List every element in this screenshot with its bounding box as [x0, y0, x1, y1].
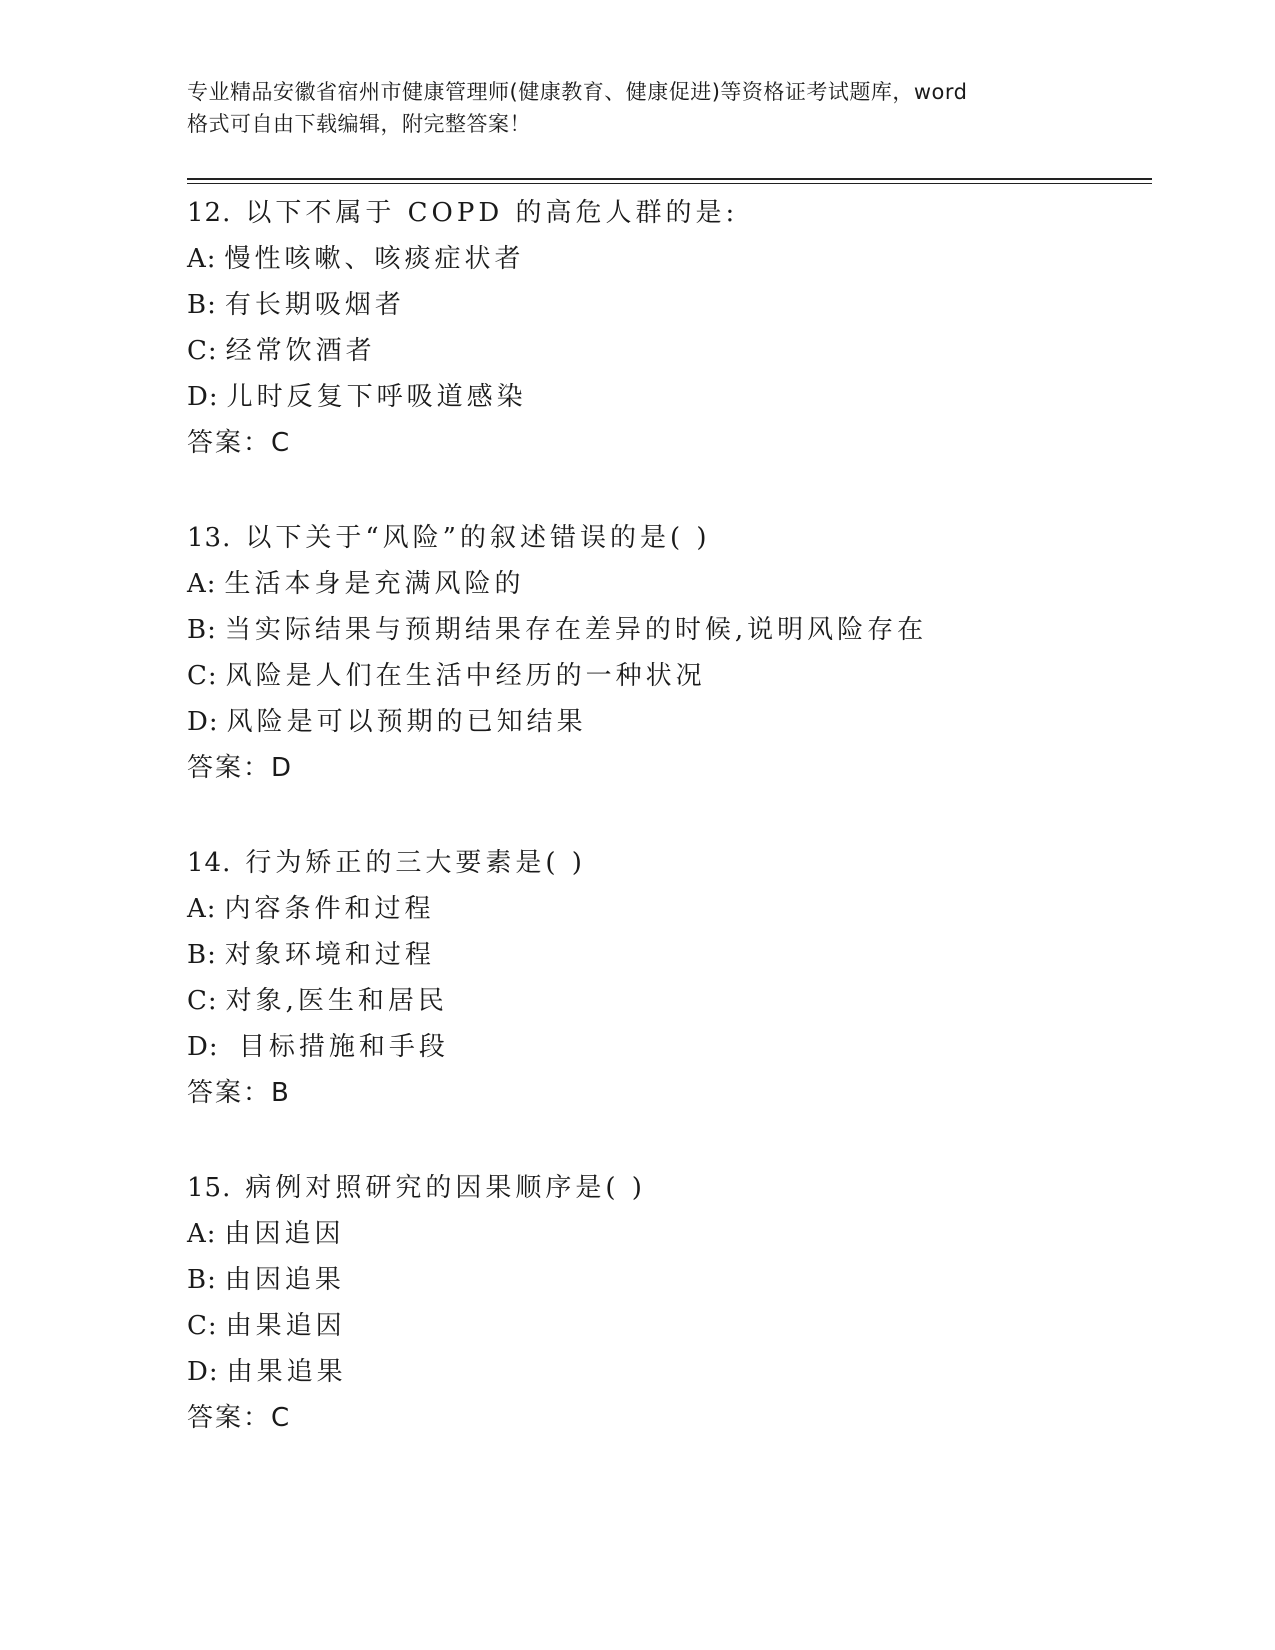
- question-stem: [187, 190, 1147, 236]
- option-d: [187, 1349, 1147, 1395]
- option-letter: C:: [187, 661, 218, 691]
- option-letter: C:: [187, 986, 218, 1016]
- option-a: [187, 886, 1147, 932]
- header-line-1: 专业精品安徽省宿州市健康管理师(健康教育、健康促进)等资格证考试题库，word: [187, 80, 968, 104]
- header-divider-thin: [187, 183, 1152, 184]
- option-text: 儿时反复下呼吸道感染: [226, 382, 527, 412]
- option-text: 对象,医生和居民: [225, 986, 448, 1016]
- option-text: 风险是可以预期的已知结果: [226, 707, 587, 737]
- question-stem: [187, 840, 1147, 886]
- option-letter: D:: [187, 1357, 219, 1387]
- answer-line: [187, 745, 1147, 791]
- option-text: 由果追果: [226, 1357, 347, 1387]
- question-12: [187, 190, 1147, 466]
- answer-label: 答案：: [187, 753, 272, 783]
- option-letter: A:: [187, 244, 217, 274]
- question-13: [187, 515, 1147, 791]
- header-divider-thick: [187, 178, 1152, 180]
- question-14: [187, 840, 1147, 1116]
- question-number: 12.: [187, 198, 232, 228]
- option-c: [187, 1303, 1147, 1349]
- option-text: 目标措施和手段: [226, 1032, 449, 1062]
- option-d: [187, 374, 1147, 420]
- option-text: 风险是人们在生活中经历的一种状况: [225, 661, 706, 691]
- answer-line: [187, 1395, 1147, 1441]
- question-number: 15.: [187, 1173, 232, 1203]
- option-letter: B:: [187, 940, 217, 970]
- answer-value: B: [271, 1078, 289, 1108]
- question-number: 14.: [187, 848, 232, 878]
- option-letter: C:: [187, 1311, 218, 1341]
- header-line-2: 格式可自由下载编辑，附完整答案！: [187, 112, 531, 136]
- option-d: [187, 699, 1147, 745]
- option-text: 由因追因: [224, 1219, 345, 1249]
- option-b: [187, 1257, 1147, 1303]
- option-c: [187, 653, 1147, 699]
- answer-label: 答案：: [187, 1403, 272, 1433]
- question-stem: [187, 1165, 1147, 1211]
- option-c: [187, 978, 1147, 1024]
- option-letter: A:: [187, 569, 217, 599]
- option-text: 经常饮酒者: [225, 336, 376, 366]
- option-letter: D:: [187, 1032, 219, 1062]
- option-text: 由果追因: [225, 1311, 346, 1341]
- question-stem: [187, 515, 1147, 561]
- answer-line: [187, 420, 1147, 466]
- option-letter: D:: [187, 382, 219, 412]
- option-b: [187, 607, 1147, 653]
- question-number: 13.: [187, 523, 232, 553]
- option-a: [187, 1211, 1147, 1257]
- option-b: [187, 932, 1147, 978]
- answer-value: C: [271, 428, 290, 458]
- option-letter: B:: [187, 615, 217, 645]
- question-text: 以下关于“风险”的叙述错误的是( ): [245, 523, 711, 553]
- option-d: [187, 1024, 1147, 1070]
- question-text: 病例对照研究的因果顺序是( ): [245, 1173, 646, 1203]
- option-text: 由因追果: [224, 1265, 345, 1295]
- question-list: [187, 190, 1147, 1490]
- option-letter: D:: [187, 707, 219, 737]
- question-text: 以下不属于 COPD 的高危人群的是:: [245, 198, 739, 228]
- option-text: 慢性咳嗽、咳痰症状者: [224, 244, 525, 274]
- option-letter: A:: [187, 894, 217, 924]
- option-letter: B:: [187, 290, 217, 320]
- option-text: 有长期吸烟者: [224, 290, 405, 320]
- option-text: 对象环境和过程: [224, 940, 435, 970]
- answer-value: D: [271, 753, 292, 783]
- option-letter: A:: [187, 1219, 217, 1249]
- option-a: [187, 561, 1147, 607]
- option-c: [187, 328, 1147, 374]
- option-a: [187, 236, 1147, 282]
- option-text: 当实际结果与预期结果存在差异的时候,说明风险存在: [224, 615, 928, 645]
- option-letter: B:: [187, 1265, 217, 1295]
- document-header: [187, 76, 1087, 140]
- question-text: 行为矫正的三大要素是( ): [245, 848, 586, 878]
- answer-label: 答案：: [187, 1078, 272, 1108]
- option-letter: C:: [187, 336, 218, 366]
- question-15: [187, 1165, 1147, 1441]
- option-text: 内容条件和过程: [224, 894, 435, 924]
- answer-line: [187, 1070, 1147, 1116]
- answer-label: 答案：: [187, 428, 272, 458]
- answer-value: C: [271, 1403, 290, 1433]
- option-text: 生活本身是充满风险的: [224, 569, 525, 599]
- option-b: [187, 282, 1147, 328]
